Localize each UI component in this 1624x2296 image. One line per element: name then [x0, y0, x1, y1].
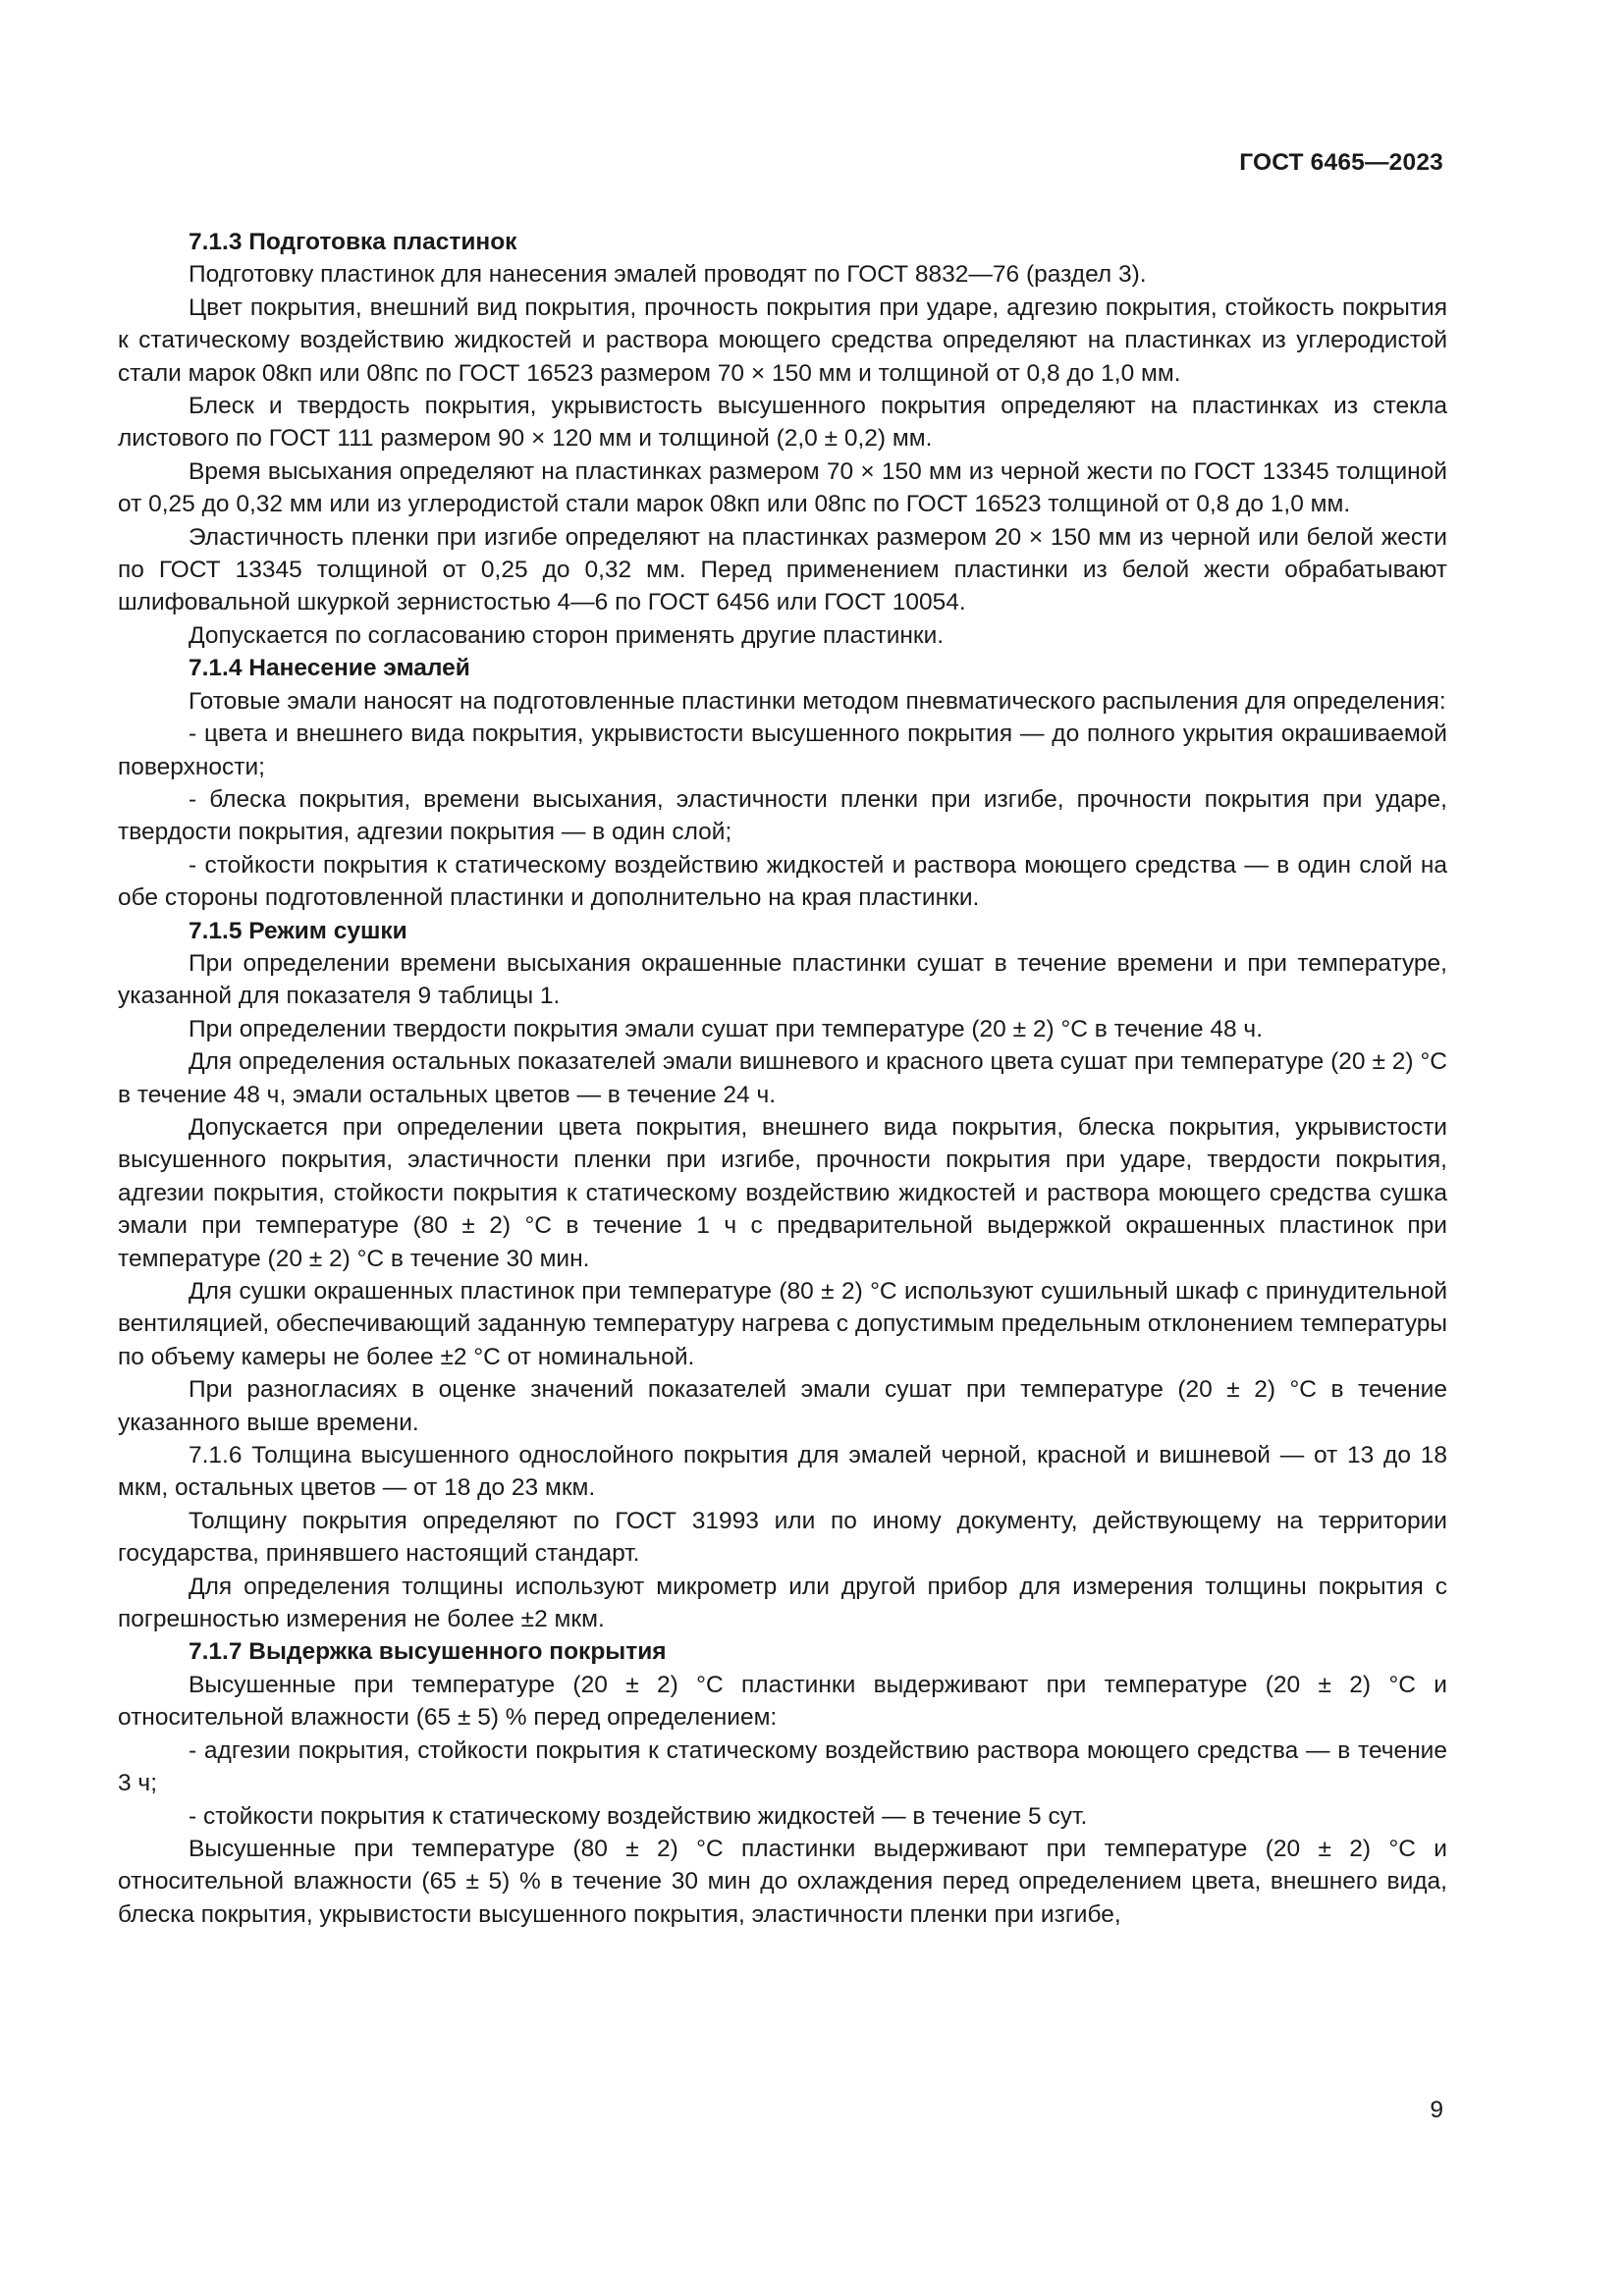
paragraph: Блеск и твердость покрытия, укрывистость высушенного покрытия определяют на пластинках из стекла листового по ГОСТ 111 размером 90 × 120 мм и толщиной (2,0 ± 0,2) мм. — [118, 393, 1447, 453]
paragraph: Время высыхания определяют на пластинках размером 70 × 150 мм из черной жести по ГОСТ 13345 толщиной от 0,25 до 0,32 мм или из углеродистой стали марок 08кп или 08пс по ГОСТ 16523 толщиной от 0,8 до 1,0 мм. — [118, 457, 1447, 518]
section-heading: 7.1.3 Подготовка пластинок — [189, 229, 517, 255]
paragraph: 7.1.6 Толщина высушенного однослойного покрытия для эмалей черной, красной и вишневой — от 13 до 18 мкм, остальных цветов — от 18 до 23 мкм. — [118, 1442, 1447, 1502]
paragraph: При определении времени высыхания окрашенные пластинки сушат в течение времени и при температуре, указанной для показателя 9 таблицы 1. — [118, 949, 1447, 1010]
paragraph: Толщину покрытия определяют по ГОСТ 31993 или по иному документу, действующему на территории государства, принявшего настоящий стандарт. — [118, 1507, 1447, 1568]
paragraph: При разногласиях в оценке значений показателей эмали сушат при температуре (20 ± 2) °С в течение указанного выше времени. — [118, 1376, 1447, 1436]
section-heading: 7.1.7 Выдержка высушенного покрытия — [189, 1638, 667, 1666]
section-heading: 7.1.4 Нанесение эмалей — [189, 655, 470, 682]
paragraph: - блеска покрытия, времени высыхания, эластичности пленки при изгибе, прочности покрытия при ударе, твердости покрытия, адгезии покрытия — в один слой; — [118, 785, 1447, 846]
paragraph: При определении твердости покрытия эмали сушат при температуре (20 ± 2) °С в течение 48 ч. — [189, 1015, 1264, 1042]
section-heading: 7.1.5 Режим сушки — [189, 917, 407, 944]
page-number: 9 — [1430, 2097, 1443, 2123]
paragraph: Для определения толщины используют микрометр или другой прибор для измерения толщины покрытия с погрешностью измерения не более ±2 мкм. — [118, 1573, 1447, 1633]
document-header: ГОСТ 6465—2023 — [1239, 149, 1443, 176]
paragraph: Для определения остальных показателей эмали вишневого и красного цвета сушат при температуре (20 ± 2) °С в течение 48 ч, эмали остальных цветов — в течение 24 ч. — [118, 1048, 1447, 1108]
document-body — [118, 226, 1447, 1931]
paragraph: Подготовку пластинок для нанесения эмалей проводят по ГОСТ 8832—76 (раздел 3). — [189, 261, 1147, 289]
paragraph: - стойкости покрытия к статическому воздействию жидкостей — в течение 5 сут. — [189, 1802, 1088, 1830]
paragraph: Допускается по согласованию сторон применять другие пластинки. — [189, 621, 945, 649]
paragraph: - цвета и внешнего вида покрытия, укрывистости высушенного покрытия — до полного укрытия окрашиваемой поверхности; — [118, 721, 1447, 780]
paragraph: - адгезии покрытия, стойкости покрытия к статическому воздействию раствора моющего средства — в течение 3 ч; — [118, 1736, 1447, 1797]
paragraph: Допускается при определении цвета покрытия, внешнего вида покрытия, блеска покрытия, укрывистости высушенного покрытия, эластичности пленки при изгибе, прочности покрытия при ударе, твердости покрытия, адгезии покрытия, стойкости покрытия к статическому воздействию жидкостей и раствора моющего средства сушка эмали при температуре (80 ± 2) °С в течение 1 ч с предварительной выдержкой окрашенных пластинок при температуре (20 ± 2) °С в течение 30 мин. — [118, 1113, 1447, 1272]
paragraph: Эластичность пленки при изгибе определяют на пластинках размером 20 × 150 мм из черной или белой жести по ГОСТ 13345 толщиной от 0,25 до 0,32 мм. Перед применением пластинки из белой жести обрабатывают шлифовальной шкуркой зернистостью 4—6 по ГОСТ 6456 или ГОСТ 10054. — [118, 523, 1447, 616]
paragraph: Цвет покрытия, внешний вид покрытия, прочность покрытия при ударе, адгезию покрытия, стойкость покрытия к статическому воздействию жидкостей и раствора моющего средства определяют на пластинках из углеродистой стали марок 08кп или 08пс по ГОСТ 16523 размером 70 × 150 мм и толщиной от 0,8 до 1,0 мм. — [118, 294, 1447, 387]
paragraph: Высушенные при температуре (80 ± 2) °С пластинки выдерживают при температуре (20 ± 2) °С и относительной влажности (65 ± 5) % в течение 30 мин до охлаждения перед определением цвета, внешнего вида, блеска покрытия, укрывистости высушенного покрытия, эластичности пленки при изгибе, — [118, 1835, 1447, 1928]
paragraph: Высушенные при температуре (20 ± 2) °С пластинки выдерживают при температуре (20 ± 2) °С и относительной влажности (65 ± 5) % перед определением: — [118, 1671, 1447, 1732]
paragraph: Готовые эмали наносят на подготовленные пластинки методом пневматического распыления для определения: — [189, 687, 1446, 715]
paragraph: - стойкости покрытия к статическому воздействию жидкостей и раствора моющего средства — в один слой на обе стороны подготовленной пластинки и дополнительно на края пластинки. — [118, 851, 1447, 912]
paragraph: Для сушки окрашенных пластинок при температуре (80 ± 2) °С используют сушильный шкаф с принудительной вентиляцией, обеспечивающий заданную температуру нагрева с допустимым предельным отклонением температуры по объему камеры не более ±2 °С от номинальной. — [118, 1278, 1447, 1370]
